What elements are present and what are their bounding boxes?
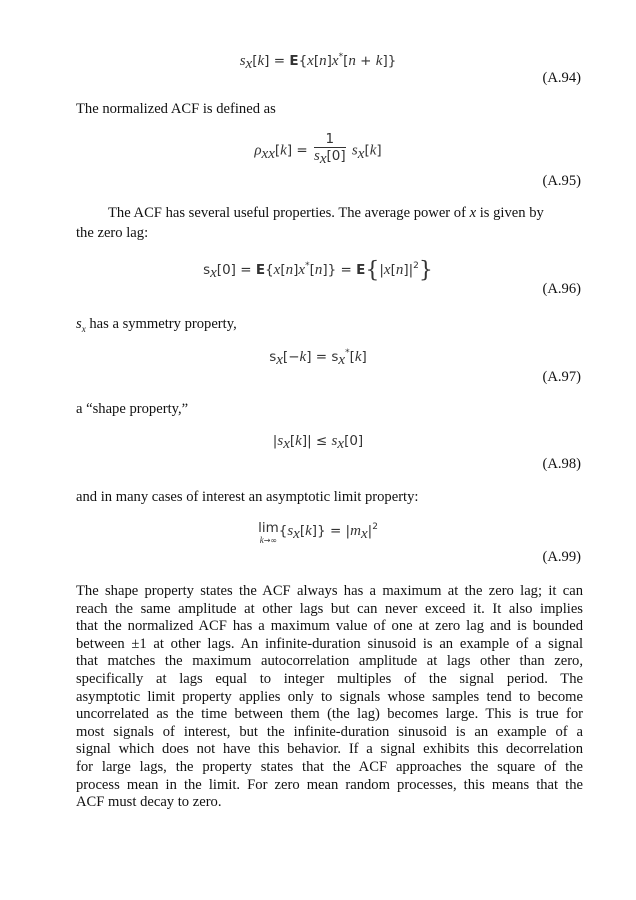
- equation-a98: $|s_x[k]| \le s_x[0]$: [272, 433, 364, 452]
- paragraph-line: specifically at lags equal to integer multiples of the signal period. The: [76, 670, 583, 687]
- asymptotic-intro: and in many cases of interest an asymptotic limit property:: [76, 489, 419, 505]
- shape-intro: a “shape property,”: [76, 401, 189, 417]
- shape-property-paragraph: [76, 583, 583, 812]
- properties-line2: the zero lag:: [76, 225, 149, 241]
- paragraph-line: that the normalized ACF has a maximum value of one at zero lag and is bounded: [76, 618, 583, 635]
- paragraph-line: The shape property states the ACF always has a maximum at the zero lag; it can: [76, 583, 583, 599]
- paragraph-line: ACF must decay to zero.: [76, 794, 222, 811]
- paragraph-line: uncorrelated as the time between them (the lag) becomes large. This is true for: [76, 706, 583, 723]
- equation-a99: lim k→∞ $\{s_x[k]\} = |m_x|^2$: [258, 520, 378, 545]
- equation-a94: $s_x[k] = E\{x[n]x^*[n + k]\}$: [239, 52, 397, 72]
- paragraph-line: asymptotic limit property applies only to signals whose samples tend to become: [76, 688, 583, 705]
- equation-number-a95: (A.95): [542, 173, 581, 189]
- variable-x: x: [469, 205, 477, 221]
- paragraph-line: process mean in the limit. For zero mean random processes, this means that the: [76, 776, 583, 793]
- properties-line1-end: is given by: [476, 205, 544, 221]
- equation-number-a94: (A.94): [542, 70, 581, 86]
- symmetry-suffix: has a symmetry property,: [85, 316, 237, 332]
- equation-number-a97: (A.97): [542, 369, 581, 385]
- paragraph-line: that matches the maximum autocorrelation amplitude at lags other than zero,: [76, 653, 583, 670]
- paragraph-line: for large lags, the property states that the ACF approaches the square of the: [76, 758, 583, 775]
- properties-paragraph: [76, 205, 583, 223]
- normalized-intro: The normalized ACF is defined as: [76, 101, 276, 117]
- paragraph-line: reach the same amplitude at other lags but can never exceed it. It also implies: [76, 600, 583, 617]
- equation-number-a99: (A.99): [542, 549, 581, 565]
- equation-a96: $s_x[0] = E\{x[n]x^*[n]\} = E\{|x[n]|^2\}$: [203, 258, 433, 283]
- equation-a97: $s_x[-k] = s_x^*[k]$: [269, 348, 367, 368]
- symmetry-intro: $s_x$ has a symmetry property,: [76, 316, 237, 334]
- equation-number-a98: (A.98): [542, 456, 581, 472]
- properties-line1: The ACF has several useful properties. The average power of: [108, 205, 466, 221]
- paragraph-line: most signals of interest, but the infinite-duration sinusoid is an example of a: [76, 723, 583, 740]
- paragraph-line: signal which does not have this behavior. If a signal exhibits this decorrelation: [76, 741, 583, 758]
- equation-number-a96: (A.96): [542, 281, 581, 297]
- paragraph-line: between ±1 at other lags. An infinite-duration sinusoid is an example of a signal: [76, 635, 583, 652]
- equation-a95: $\rho_{xx}[k]$ = $\frac{1}{s_x[0]}$ $s_x[k]$: [254, 131, 382, 167]
